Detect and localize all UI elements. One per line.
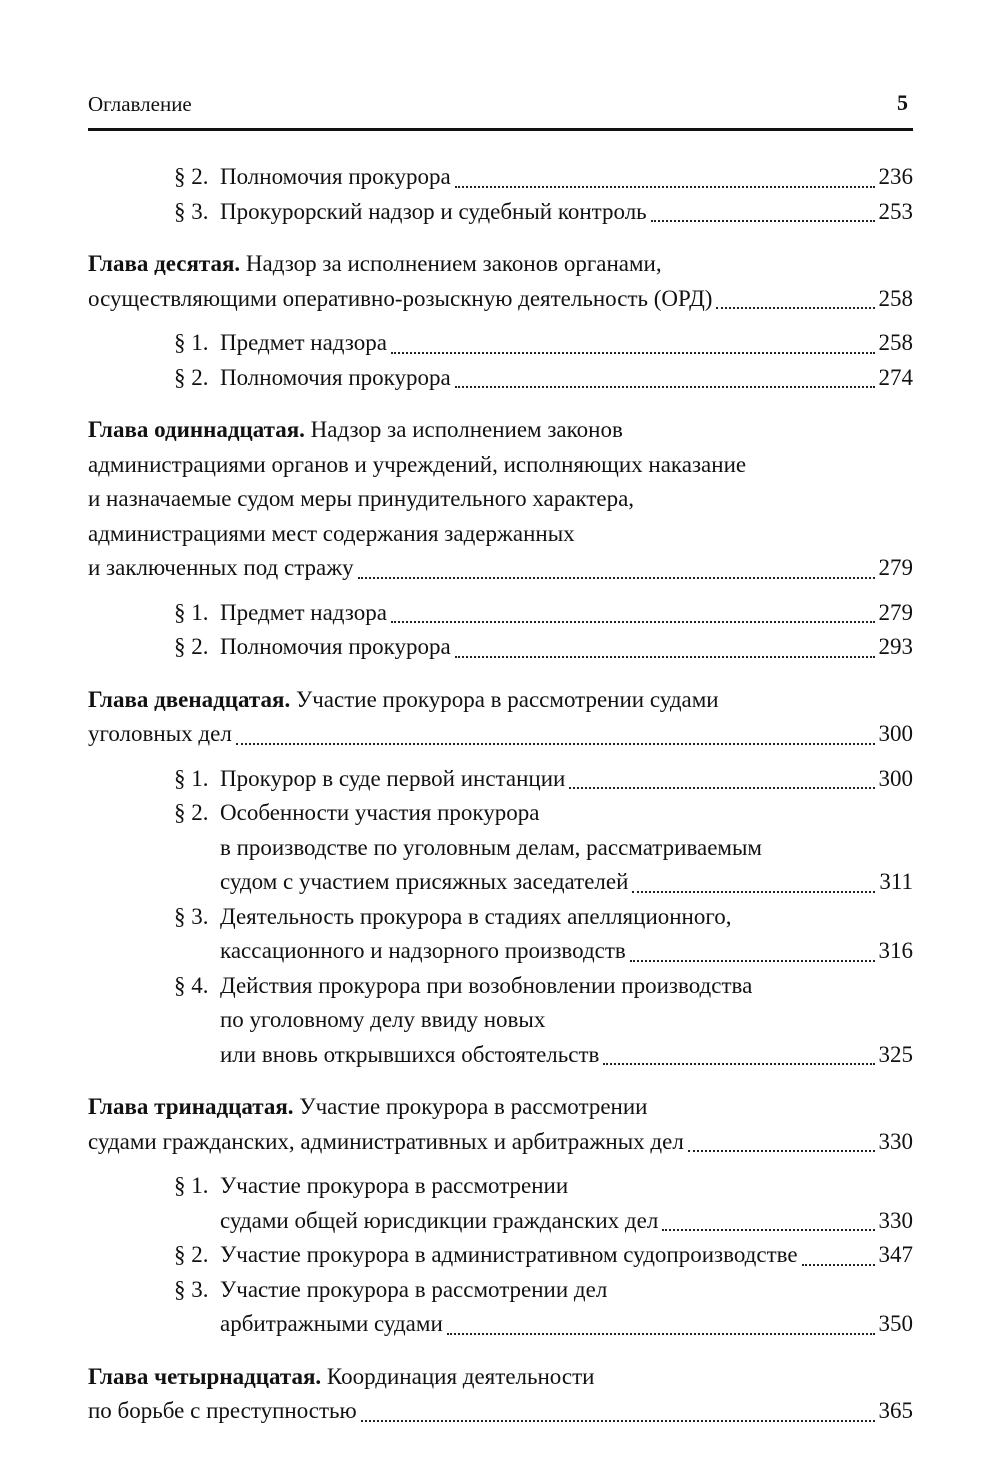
toc-entry: § 2. Особенности участия прокурора: [174, 800, 540, 825]
chapter-heading: Глава тринадцатая. Участие прокурора в рассмотрении: [88, 1094, 648, 1119]
dot-leader: [802, 1264, 875, 1266]
toc-entry: § 1. Участие прокурора в рассмотрении: [174, 1173, 569, 1198]
page-ref: 300: [878, 765, 913, 791]
chapter-heading: Глава четырнадцатая. Координация деятельности: [88, 1363, 595, 1389]
dot-leader: [455, 186, 875, 188]
chapter-heading-last-line: судами гражданских, административных и арбитражных дел 330: [88, 1125, 913, 1160]
chapter-heading-last-line: и заключенных под стражу 279: [88, 551, 913, 586]
dot-leader: [569, 787, 874, 789]
dot-leader: [455, 386, 875, 388]
chapter-heading: Глава двенадцатая. Участие прокурора в рассмотрении судами: [88, 686, 719, 712]
page-ref: 316: [878, 938, 913, 963]
chapter-heading-last-line: уголовных дел 300: [88, 717, 913, 752]
page-ref: 347: [878, 1242, 913, 1267]
running-header: [88, 88, 910, 118]
dot-leader: [603, 1063, 874, 1065]
header-title: Оглавление: [88, 92, 192, 116]
page-ref: 300: [878, 721, 913, 746]
dot-leader: [236, 743, 875, 745]
dot-leader: [662, 1229, 874, 1231]
toc-entry: § 2. Участие прокурора в административном судопроизводстве 347: [88, 1238, 913, 1273]
page-ref: 330: [878, 1128, 913, 1154]
dot-leader: [358, 577, 875, 579]
toc-entry: § 4. Действия прокурора при возобновлении производства: [174, 972, 753, 998]
page-ref: 258: [878, 330, 913, 355]
header-rule: [88, 128, 913, 131]
section-number: § 3.: [174, 198, 209, 224]
page-ref: 274: [878, 364, 913, 390]
dot-leader: [716, 307, 874, 309]
dot-leader: [455, 656, 875, 658]
dot-leader: [688, 1150, 875, 1152]
toc-entry: § 1. Предмет надзора 258: [88, 326, 913, 361]
chapter-label: Глава четырнадцатая.: [88, 1363, 322, 1389]
page-ref: 330: [878, 1207, 913, 1233]
dot-leader: [630, 960, 875, 962]
dot-leader: [651, 220, 875, 222]
toc-entry: § 1. Предмет надзора 279: [88, 596, 913, 631]
page-ref: 311: [879, 869, 913, 894]
page-ref: 236: [878, 164, 913, 189]
section-title: Прокурорский надзор и судебный контроль: [220, 198, 647, 224]
page-ref: 350: [878, 1311, 913, 1336]
chapter-heading: Глава одиннадцатая. Надзор за исполнением законов: [88, 417, 623, 442]
chapter-heading-last-line: осуществляющими оперативно-розыскную деятельность (ОРД) 258: [88, 282, 913, 317]
chapter-label: Глава двенадцатая.: [88, 686, 291, 712]
page-ref: 258: [878, 285, 913, 311]
chapter-heading: Глава десятая. Надзор за исполнением законов органами,: [88, 251, 662, 276]
table-of-contents: § 2. Полномочия прокурора 236 § 3. Прокурорский надзор и судебный контроль 253 Глава десятая. Надзор за исполнением законов органами, осуществляющими оперативно-розыскную деятельность (ОРД) 258 § 1. Предмет надзора 258 § 2. Полномочия прокурора 274 Глава одиннадцатая. Надзор за исполнением законов администрациями органов и учреждений, исполняющих наказание и назначаемые судом меры принудительного характера, администрациями мест содержания задержанных и заключенных под стражу 279 § 1. Предмет надзора 279 § 2. Полномочия прокурора 293 Глава двенадцатая. Участие прокурора в рассмотрении судами уголовных дел 300 § 1. Прокурор в суде первой инстанции 300 § 2. Особенности участия прокурора в производстве по уголовным делам, рассматриваемым судом с участием присяжных заседателей 311 § 3. Деятельность прокурора в стадиях апелляционного, кассационного и надзорного производств 316 § 4. Действия прокурора при возобновлении производства по уголовному делу ввиду новых или вновь открывшихся обстоятельств 325 Глава тринадцатая. Участие прокурора в рассмотрении судами гражданских, административных и арбитражных дел 330 § 1. Участие прокурора в рассмотрении судами общей юрисдикции гражданских дел 330 § 2. Участие прокурора в административном судопроизводстве 347 § 3. Участие прокурора в рассмотрении дел арбитражными судами 350 Глава четырнадцатая. Координация деятельности по борьбе с преступностью 365: [88, 160, 913, 1429]
dot-leader: [447, 1333, 875, 1335]
page-ref: 325: [878, 1041, 913, 1067]
dot-leader: [391, 621, 875, 623]
toc-entry: § 3. Деятельность прокурора в стадиях апелляционного,: [174, 903, 732, 929]
page-ref: 279: [878, 555, 913, 580]
section-title: Полномочия прокурора: [220, 164, 451, 189]
dot-leader: [632, 891, 875, 893]
page-ref: 253: [878, 198, 913, 224]
chapter-heading-last-line: по борьбе с преступностью 365: [88, 1394, 913, 1429]
page-ref: 279: [878, 599, 913, 625]
chapter-label: Глава одиннадцатая.: [88, 417, 305, 442]
dot-leader: [361, 1420, 875, 1422]
chapter-label: Глава десятая.: [88, 251, 241, 276]
toc-entry: [88, 160, 913, 195]
toc-entry: § 2. Полномочия прокурора 293: [88, 630, 913, 665]
dot-leader: [391, 352, 875, 354]
toc-entry: [88, 195, 913, 230]
header-page-number: 5: [897, 90, 908, 115]
toc-entry: § 1. Прокурор в суде первой инстанции 300: [88, 762, 913, 797]
toc-entry: § 2. Полномочия прокурора 274: [88, 361, 913, 396]
chapter-label: Глава тринадцатая.: [88, 1094, 294, 1119]
page-ref: 293: [878, 634, 913, 659]
page-ref: 365: [878, 1398, 913, 1423]
section-number: § 2.: [174, 164, 209, 189]
toc-entry: § 3. Участие прокурора в рассмотрении дел: [174, 1276, 608, 1302]
